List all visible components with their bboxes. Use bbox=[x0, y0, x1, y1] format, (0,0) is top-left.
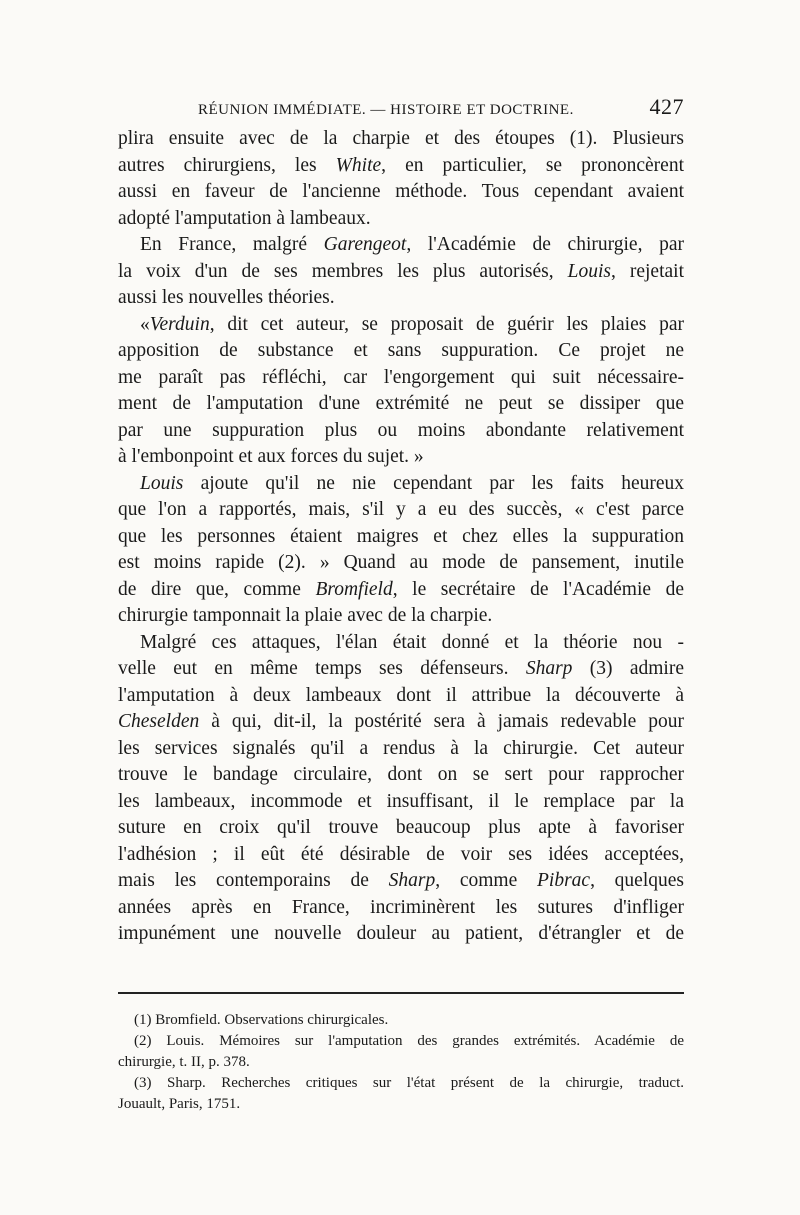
text-line: autres chirurgiens, les White, en particulier, se prononcèrent bbox=[118, 154, 684, 176]
footnotes bbox=[118, 1010, 684, 1115]
running-header bbox=[118, 94, 684, 124]
text-line: impunément une nouvelle douleur au patient, d'étrangler et de bbox=[118, 923, 684, 944]
text-line: années après en France, incriminèrent les sutures d'infliger bbox=[118, 896, 684, 918]
text-line: En France, malgré Garengeot, l'Académie de chirurgie, par bbox=[140, 234, 684, 255]
text-line: apposition de substance et sans suppuration. Ce projet ne bbox=[118, 340, 684, 361]
footnote-2-cont: chirurgie, t. II, p. 378. bbox=[118, 1054, 250, 1070]
text-line: aussi les nouvelles théories. bbox=[118, 287, 335, 308]
footnote-2: (2) Louis. Mémoires sur l'amputation des grandes extrémités. Académie de bbox=[134, 1033, 684, 1049]
footnote-divider bbox=[118, 992, 684, 994]
text-line: trouve le bandage circulaire, dont on se sert pour rapprocher bbox=[118, 764, 684, 785]
footnote-3-cont: Jouault, Paris, 1751. bbox=[118, 1096, 241, 1112]
text-line: Louis ajoute qu'il ne nie cependant par les faits heureux bbox=[140, 472, 684, 494]
main-text bbox=[118, 126, 684, 948]
text-line: est moins rapide (2). » Quand au mode de pansement, inutile bbox=[118, 552, 684, 573]
running-title: RÉUNION IMMÉDIATE. — HISTOIRE ET DOCTRINE. bbox=[198, 102, 574, 118]
text-line: que les personnes étaient maigres et chez elles la suppuration bbox=[118, 525, 684, 547]
text-line: chirurgie tamponnait la plaie avec de la charpie. bbox=[118, 605, 493, 626]
text-line: les lambeaux, incommode et insuffisant, il le remplace par la bbox=[118, 790, 684, 812]
text-line: ment de l'amputation d'une extrémité ne peut se dissiper que bbox=[118, 393, 684, 414]
text-line: adopté l'amputation à lambeaux. bbox=[118, 207, 371, 229]
text-line: Cheselden à qui, dit-il, la postérité sera à jamais redevable pour bbox=[118, 711, 684, 732]
text-line: à l'embonpoint et aux forces du sujet. » bbox=[118, 446, 424, 467]
text-line: les services signalés qu'il a rendus à la chirurgie. Cet auteur bbox=[118, 737, 684, 759]
text-line: Malgré ces attaques, l'élan était donné et la théorie nou - bbox=[140, 631, 684, 653]
text-line: «Verduin, dit cet auteur, se proposait de guérir les plaies par bbox=[140, 313, 684, 335]
text-line: de dire que, comme Bromfield, le secrétaire de l'Académie de bbox=[118, 578, 684, 600]
text-line: me paraît pas réfléchi, car l'engorgement qui suit nécessaire- bbox=[118, 366, 684, 388]
text-line: suture en croix qu'il trouve beaucoup plus apte à favoriser bbox=[118, 817, 684, 838]
text-line: la voix d'un de ses membres les plus autorisés, Louis, rejetait bbox=[118, 260, 684, 282]
text-line: l'amputation à deux lambeaux dont il attribue la découverte à bbox=[118, 684, 684, 706]
text-line: mais les contemporains de Sharp, comme Pibrac, quelques bbox=[118, 870, 684, 891]
text-line: par une suppuration plus ou moins abondante relativement bbox=[118, 419, 684, 441]
text-line: aussi en faveur de l'ancienne méthode. Tous cependant avaient bbox=[118, 181, 684, 202]
text-line: velle eut en même temps ses défenseurs. Sharp (3) admire bbox=[118, 658, 684, 679]
footnote-1: (1) Bromfield. Observations chirurgicales. bbox=[134, 1012, 389, 1028]
text-line: que l'on a rapportés, mais, s'il y a eu des succès, « c'est parce bbox=[118, 499, 684, 520]
text-line: l'adhésion ; il eût été désirable de voir ses idées acceptées, bbox=[118, 843, 684, 865]
footnote-3: (3) Sharp. Recherches critiques sur l'état présent de la chirurgie, traduct. bbox=[134, 1075, 684, 1091]
text-line: plira ensuite avec de la charpie et des étoupes (1). Plusieurs bbox=[118, 128, 684, 149]
page-number: 427 bbox=[649, 94, 684, 119]
